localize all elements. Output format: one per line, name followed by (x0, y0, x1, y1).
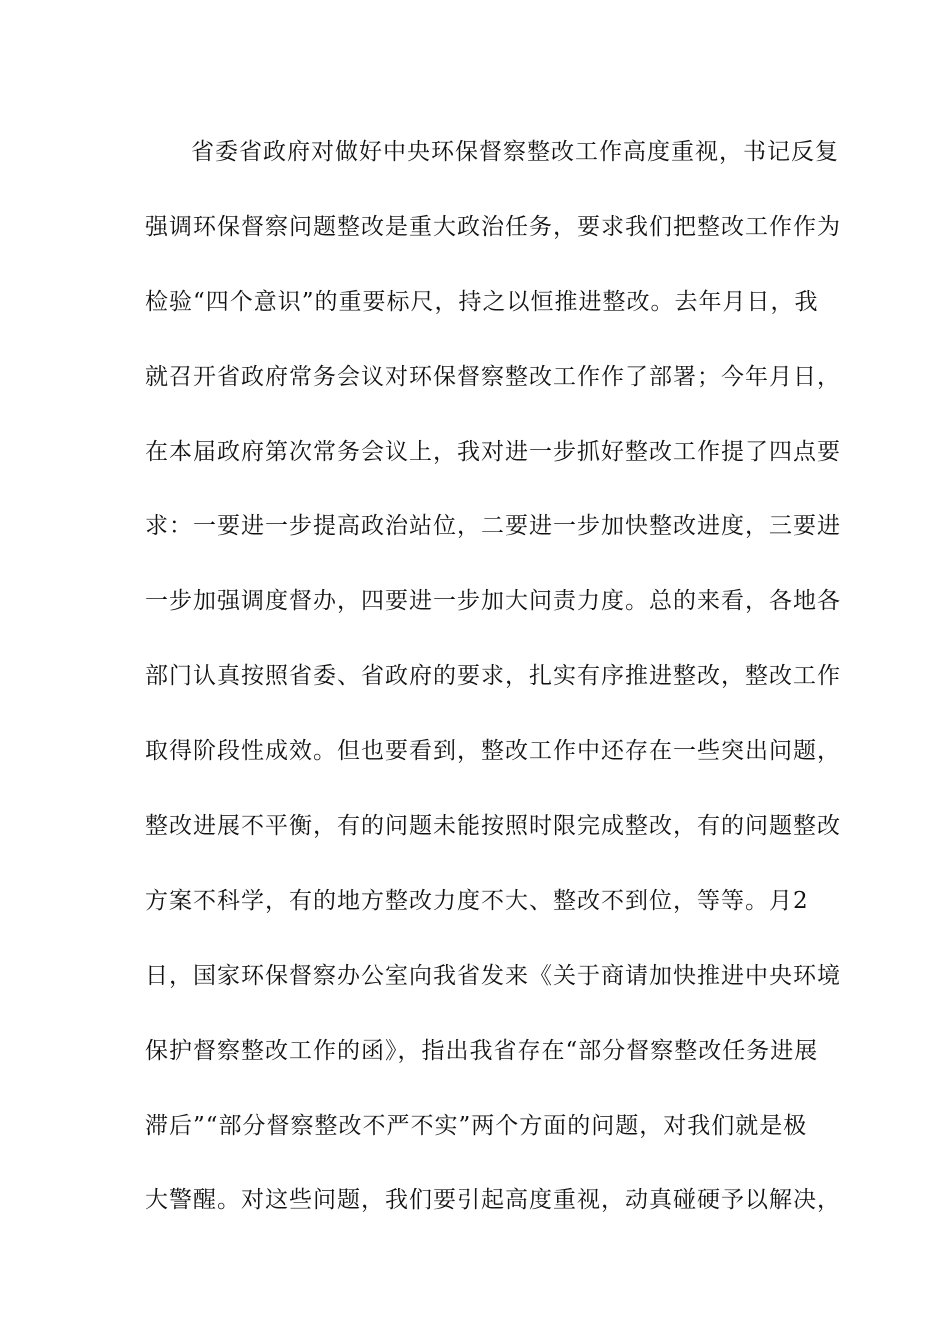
paragraph-line: 日，国家环保督察办公室向我省发来《关于商请加快推进中央环境 (145, 962, 841, 989)
paragraph-line: 保护督察整改工作的函》，指出我省存在“部分督察整改任务进展 (145, 1037, 819, 1064)
paragraph-line: 检验“四个意识”的重要标尺，持之以恒推进整改。去年月日，我 (145, 288, 819, 315)
paragraph-line: 滞后”“部分督察整改不严不实”两个方面的问题，对我们就是极 (145, 1112, 808, 1139)
paragraph-line: 在本届政府第次常务会议上，我对进一步抓好整改工作提了四点要 (145, 438, 841, 465)
paragraph-line: 取得阶段性成效。但也要看到，整改工作中还存在一些突出问题， (145, 738, 841, 765)
paragraph-line: 大警醒。对这些问题，我们要引起高度重视，动真碰硬予以解决， (145, 1187, 841, 1214)
paragraph-line: 省委省政府对做好中央环保督察整改工作高度重视，书记反复 (191, 139, 839, 165)
paragraph-line: 部门认真按照省委、省政府的要求，扎实有序推进整改，整改工作 (145, 663, 841, 690)
paragraph-line: 整改进展不平衡，有的问题未能按照时限完成整改，有的问题整改 (145, 813, 841, 840)
paragraph-line: 方案不科学，有的地方整改力度不大、整改不到位，等等。月2 (145, 887, 809, 914)
paragraph-line: 强调环保督察问题整改是重大政治任务，要求我们把整改工作作为 (145, 213, 841, 240)
paragraph-line: 求：一要进一步提高政治站位，二要进一步加快整改进度，三要进 (145, 513, 841, 540)
paragraph-line: 就召开省政府常务会议对环保督察整改工作作了部署；今年月日， (145, 363, 841, 390)
body-paragraph (145, 125, 841, 1248)
paragraph-line: 一步加强调度督办，四要进一步加大问责力度。总的来看，各地各 (145, 588, 841, 615)
